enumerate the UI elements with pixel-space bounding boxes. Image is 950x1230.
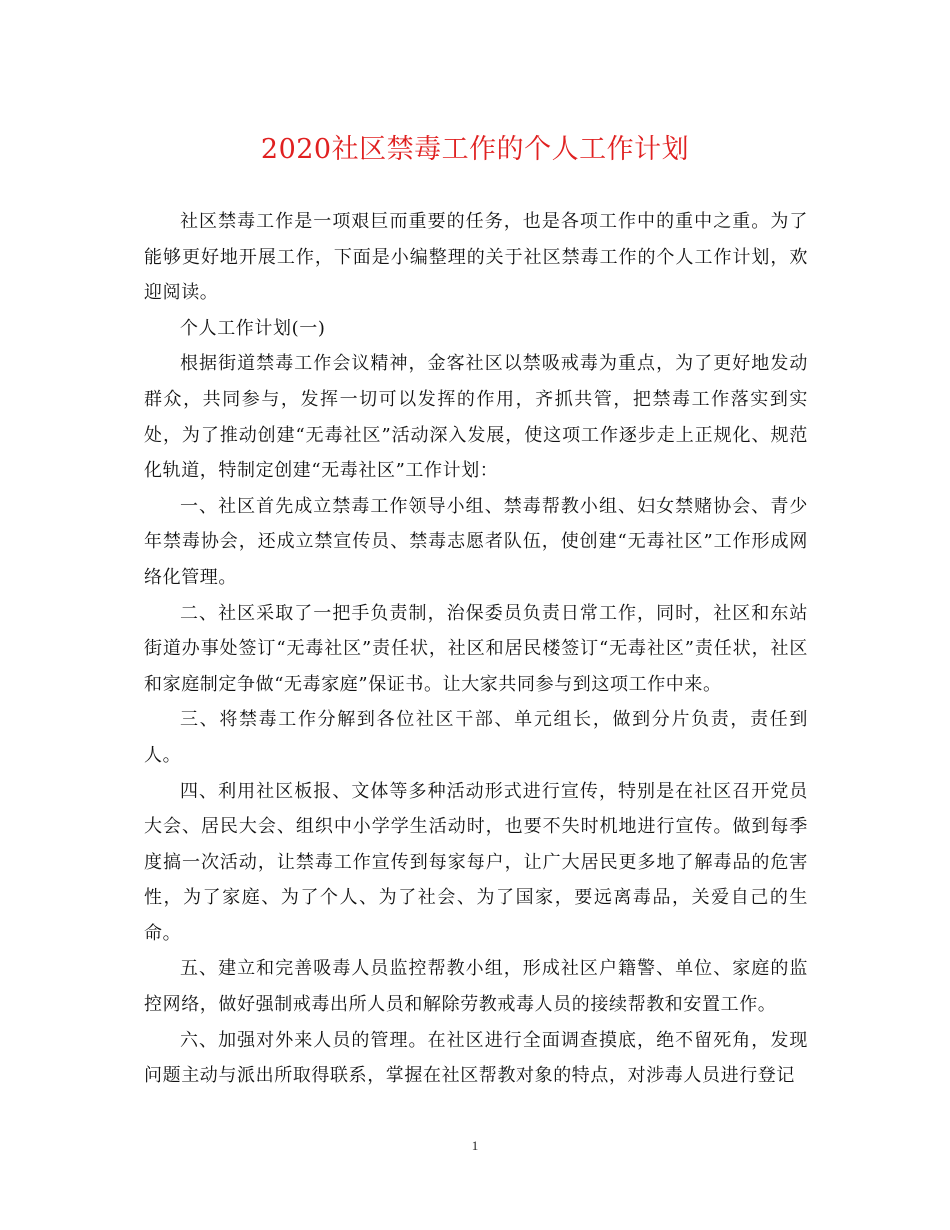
paragraph-background: 根据街道禁毒工作会议精神，金客社区以禁吸戒毒为重点，为了更好地发动群众，共同参与，发挥一切可以发挥的作用，齐抓共管，把禁毒工作落实到实处，为了推动创建“无毒社区”活动深入发展，使这项工作逐步走上正规化、规范化轨道，特制定创建“无毒社区”工作计划：	[144, 353, 808, 482]
paragraph-item-1: 一、社区首先成立禁毒工作领导小组、禁毒帮教小组、妇女禁赌协会、青少年禁毒协会，还成立禁宣传员、禁毒志愿者队伍，使创建“无毒社区”工作形成网络化管理。	[144, 495, 808, 588]
page-number: 1	[471, 1138, 479, 1153]
intro-paragraph: 社区禁毒工作是一项艰巨而重要的任务，也是各项工作中的重中之重。为了能够更好地开展工作，下面是小编整理的关于社区禁毒工作的个人工作计划，欢迎阅读。	[144, 211, 808, 304]
document-body	[144, 204, 808, 1094]
paragraph-item-3: 三、将禁毒工作分解到各位社区干部、单元组长，做到分片负责，责任到人。	[144, 709, 808, 766]
paragraph-item-4: 四、利用社区板报、文体等多种活动形式进行宣传，特别是在社区召开党员大会、居民大会、组织中小学学生活动时，也要不失时机地进行宣传。做到每季度搞一次活动，让禁毒工作宣传到每家每户，让广大居民更多地了解毒品的危害性，为了家庭、为了个人、为了社会、为了国家，要远离毒品，关爱自己的生命。	[144, 780, 808, 944]
document-title: 2020社区禁毒工作的个人工作计划	[260, 134, 690, 165]
section-heading-plan-one: 个人工作计划(一)	[180, 317, 326, 339]
paragraph-item-6: 六、加强对外来人员的管理。在社区进行全面调查摸底，绝不留死角，发现问题主动与派出所取得联系，掌握在社区帮教对象的特点，对涉毒人员进行登记	[144, 1029, 808, 1087]
paragraph-item-2: 二、社区采取了一把手负责制，治保委员负责日常工作，同时，社区和东站街道办事处签订“无毒社区”责任状，社区和居民楼签订“无毒社区”责任状，社区和家庭制定争做“无毒家庭”保证书。让大家共同参与到这项工作中来。	[144, 602, 808, 695]
paragraph-item-5: 五、建立和完善吸毒人员监控帮教小组，形成社区户籍警、单位、家庭的监控网络，做好强制戒毒出所人员和解除劳教戒毒人员的接续帮教和安置工作。	[144, 958, 808, 1016]
